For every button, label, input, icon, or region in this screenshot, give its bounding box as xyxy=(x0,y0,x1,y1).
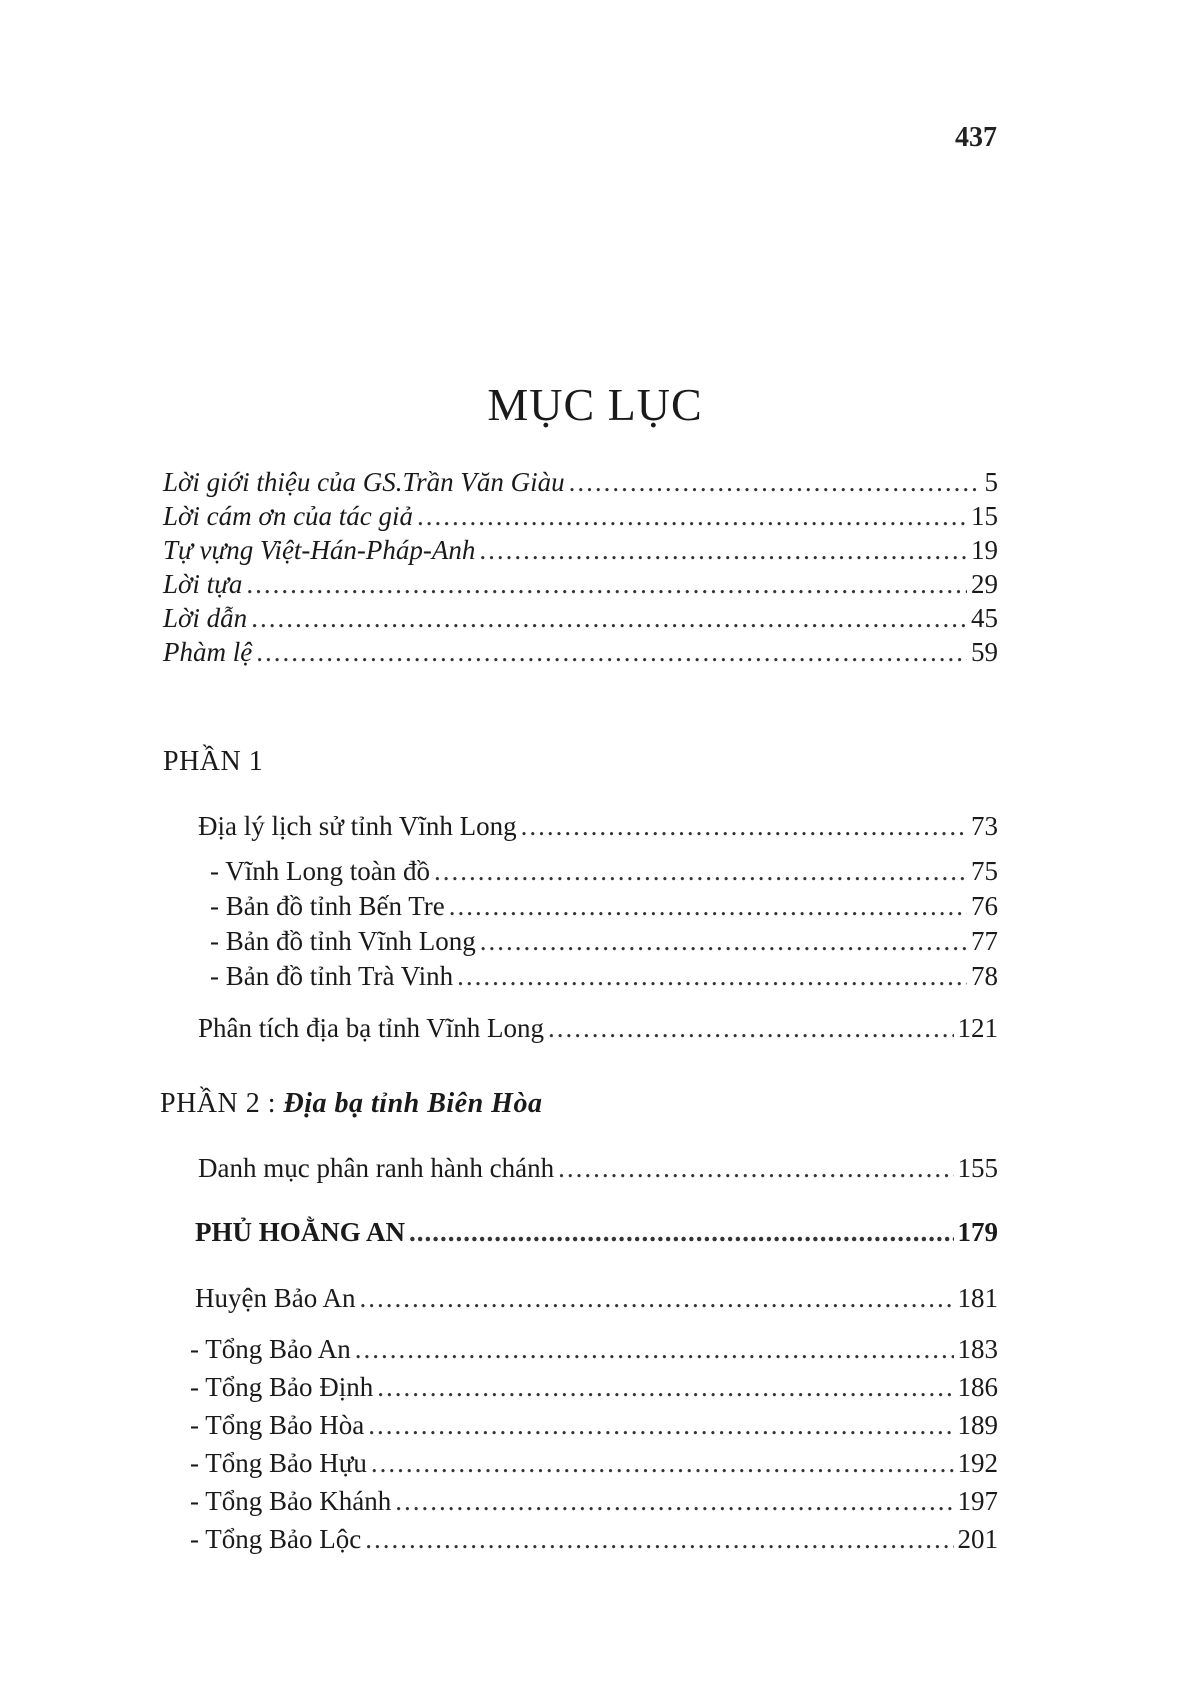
toc-leader-dots xyxy=(569,466,981,498)
toc-entry-label: - Vĩnh Long toàn đồ xyxy=(210,856,430,886)
toc-entry-label: Lời giới thiệu của GS.Trần Văn Giàu xyxy=(163,467,565,497)
toc-entry-page: 76 xyxy=(971,891,998,921)
toc-entry-label: - Bản đồ tỉnh Vĩnh Long xyxy=(210,926,476,956)
toc-entry-label: Lời tựa xyxy=(163,569,243,599)
toc-entry[interactable] xyxy=(198,1152,998,1184)
part-heading-subtitle: Địa bạ tỉnh Biên Hòa xyxy=(283,1088,543,1119)
toc-entry[interactable] xyxy=(195,1282,998,1314)
toc-leader-dots xyxy=(377,1371,953,1403)
toc-entry-page: 121 xyxy=(957,1013,998,1043)
toc-leader-dots xyxy=(365,1523,953,1555)
toc-entry-label: Huyện Bảo An xyxy=(195,1283,356,1313)
toc-entry-label: - Tổng Bảo Lộc xyxy=(190,1524,362,1554)
toc-leader-dots xyxy=(521,810,967,842)
toc-entry-page: 19 xyxy=(971,535,998,565)
toc-leader-dots xyxy=(457,960,967,992)
toc-entry-page: 201 xyxy=(957,1524,998,1554)
toc-entry-page: 183 xyxy=(957,1334,998,1364)
toc-entry[interactable] xyxy=(190,1523,998,1555)
toc-entry-page: 5 xyxy=(984,467,998,497)
toc-entry-page: 192 xyxy=(957,1448,998,1478)
toc-entry-page: 45 xyxy=(971,603,998,633)
toc-entry[interactable] xyxy=(190,1371,998,1403)
toc-entry-page: 189 xyxy=(957,1410,998,1440)
part-heading-text: PHẦN 2 : xyxy=(160,1088,277,1119)
toc-entry-page: 78 xyxy=(971,961,998,991)
toc-entry-label: Phàm lệ xyxy=(163,637,253,667)
toc-entry-label: Tự vựng Việt-Hán-Pháp-Anh xyxy=(163,535,476,565)
toc-entry-page: 155 xyxy=(957,1153,998,1183)
toc-entry-label: Phân tích địa bạ tỉnh Vĩnh Long xyxy=(198,1013,544,1043)
toc-entry[interactable] xyxy=(163,466,998,498)
toc-entry[interactable] xyxy=(210,925,998,957)
part-1-heading xyxy=(163,746,263,778)
toc-leader-dots xyxy=(256,636,967,668)
toc-entry-page: 15 xyxy=(971,501,998,531)
toc-entry-label: - Tổng Bảo Hựu xyxy=(190,1448,367,1478)
page-title: MỤC LỤC xyxy=(487,379,703,430)
toc-entry[interactable] xyxy=(210,960,998,992)
toc-leader-dots xyxy=(479,534,967,566)
toc-leader-dots xyxy=(548,1012,954,1044)
toc-leader-dots xyxy=(368,1409,953,1441)
toc-entry[interactable] xyxy=(163,602,998,634)
toc-entry-page: 29 xyxy=(971,569,998,599)
toc-entry-page: 75 xyxy=(971,856,998,886)
toc-leader-dots xyxy=(395,1485,953,1517)
toc-entry-label: - Tổng Bảo Hòa xyxy=(190,1410,365,1440)
toc-entry[interactable] xyxy=(190,1485,998,1517)
toc-leader-dots xyxy=(251,602,967,634)
toc-entry-label: Lời cám ơn của tác giả xyxy=(163,501,414,531)
toc-entry-page: 186 xyxy=(957,1372,998,1402)
toc-entry-label: - Tổng Bảo An xyxy=(190,1334,351,1364)
part-2-heading xyxy=(160,1088,542,1120)
toc-leader-dots xyxy=(449,890,967,922)
toc-entry[interactable] xyxy=(163,500,998,532)
page-number: 437 xyxy=(955,122,997,153)
toc-entry-page: 77 xyxy=(971,926,998,956)
toc-entry-page: 59 xyxy=(971,637,998,667)
toc-leader-dots xyxy=(246,568,967,600)
part-heading-text: PHẦN 1 xyxy=(163,746,264,777)
toc-entry[interactable] xyxy=(190,1333,998,1365)
toc-entry[interactable] xyxy=(198,810,998,842)
toc-entry-label: Địa lý lịch sử tỉnh Vĩnh Long xyxy=(198,811,517,841)
toc-leader-dots xyxy=(434,855,967,887)
toc-leader-dots xyxy=(409,1216,953,1248)
toc-leader-dots xyxy=(480,925,967,957)
toc-leader-dots xyxy=(359,1282,953,1314)
toc-entry[interactable] xyxy=(190,1447,998,1479)
toc-entry-label: PHỦ HOẰNG AN xyxy=(195,1217,406,1247)
toc-entry-label: - Bản đồ tỉnh Bến Tre xyxy=(210,891,445,921)
toc-entry[interactable] xyxy=(210,855,998,887)
toc-entry-label: - Tổng Bảo Định xyxy=(190,1372,374,1402)
toc-entry[interactable] xyxy=(210,890,998,922)
toc-entry[interactable] xyxy=(163,636,998,668)
toc-leader-dots xyxy=(355,1333,954,1365)
toc-entry-page: 181 xyxy=(957,1283,998,1313)
toc-leader-dots xyxy=(417,500,967,532)
toc-entry-page: 179 xyxy=(957,1217,998,1247)
toc-entry-label: - Tổng Bảo Khánh xyxy=(190,1486,392,1516)
toc-entry[interactable] xyxy=(163,568,998,600)
toc-leader-dots xyxy=(371,1447,954,1479)
toc-entry-page: 73 xyxy=(971,811,998,841)
toc-entry[interactable] xyxy=(198,1012,998,1044)
toc-entry-label: Lời dẫn xyxy=(163,603,248,633)
toc-entry-label: Danh mục phân ranh hành chánh xyxy=(198,1153,555,1183)
toc-entry[interactable] xyxy=(195,1216,998,1248)
toc-leader-dots xyxy=(558,1152,953,1184)
toc-entry[interactable] xyxy=(190,1409,998,1441)
toc-entry[interactable] xyxy=(163,534,998,566)
toc-entry-page: 197 xyxy=(957,1486,998,1516)
toc-entry-label: - Bản đồ tỉnh Trà Vinh xyxy=(210,961,454,991)
